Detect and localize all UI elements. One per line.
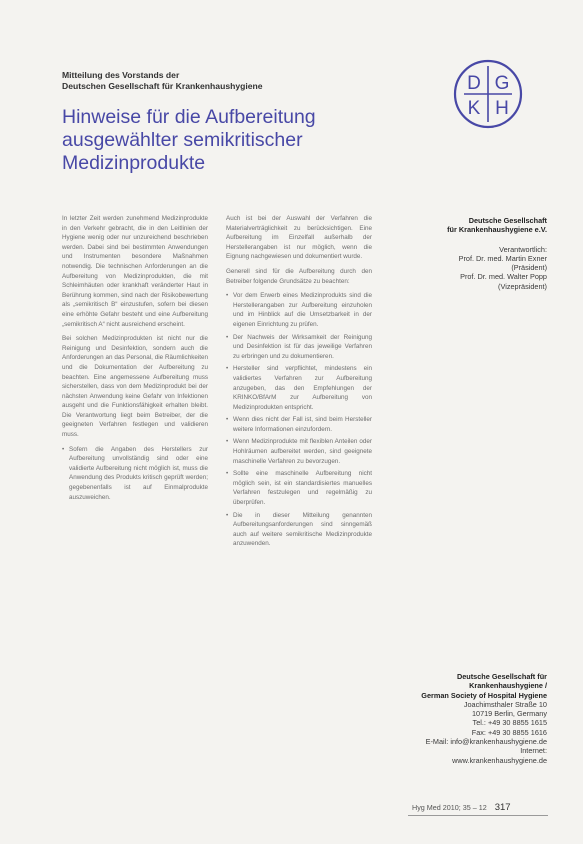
- page-number: 317: [494, 802, 511, 813]
- body-paragraph: Generell sind für die Aufbereitung durch den Betreiber folgende Grundsätze zu beachten:: [226, 267, 372, 285]
- logo-letter-k: K: [467, 98, 481, 119]
- logo-letter-h: H: [495, 98, 509, 119]
- bullet-item: • Die in dieser Mitteilung genannten Aufbereitungsanforderungen sind sinngemäß auch auf weitere semikritische Medizinprodukte anzuwenden.: [226, 511, 372, 549]
- body-paragraph: Bei solchen Medizinprodukten ist nicht nur die Reinigung und Desinfektion, sondern auch die Anforderungen an das Personal, die Räumlichkeiten und die Dokumentation der Aufbereitung zu beachten. Eine angemessene Aufbereitung muss sicherstellen, dass von dem Medizinprodukt bei der nächsten Anwendung keine Gefahr von Infektionen ausgeht und die Funktionsfähigkeit erhalten bleibt. Die Verantwortung liegt beim Betreiber, der die geeigneten Verfahren festlegen und validieren muss.: [62, 335, 208, 439]
- footer-rule: [408, 815, 548, 816]
- bullet-item: • Der Nachweis der Wirksamkeit der Reinigung und Desinfektion ist für das jeweilige Verfahren zu erbringen und zu dokumentieren.: [226, 333, 372, 362]
- body-paragraph: In letzter Zeit werden zunehmend Medizinprodukte in den Verkehr gebracht, die in den Leitlinien der Hygiene wenig oder nur unzureichend beschrieben werden. Dabei sind bei bestimmten Anwendungen und Instrumenten besondere Maßnahmen notwendig. Die technischen Anforderungen an die Aufbereitung von Medizinprodukten, die mit Schleimhäuten oder krankhaft veränderter Haut in Berührung kommen, sind nach der Risikobewertung als „semikritisch B“ einzustufen, sofern bei diesen eine erhöhte Gefahr besteht und eine Aufbereitung „semikritisch A“ nicht ausreichend erscheint.: [62, 215, 208, 328]
- society-info: [395, 216, 547, 291]
- bullet-item: • Wenn Medizinprodukte mit flexiblen Anteilen oder Hohlräumen aufbereitet werden, sind geeignete maschinelle Verfahren zu bevorzugen.: [226, 437, 372, 466]
- society-name: für Krankenhaushygiene e.V.: [447, 225, 547, 235]
- contact-email[interactable]: E-Mail: info@krankenhaushygiene.de: [425, 737, 547, 747]
- contact-org: Deutsche Gesellschaft für: [456, 672, 547, 681]
- person-role: (Vizepräsident): [498, 281, 547, 291]
- contact-fax: Fax: +49 30 8855 1616: [471, 727, 547, 737]
- bullet-item: • Vor dem Erwerb eines Medizinprodukts sind die Herstellerangaben zur Aufbereitung einzuholen und im Hinblick auf die Umsetzbarkeit in der eigenen Einrichtung zu prüfen.: [226, 291, 372, 329]
- dgkh-logo: [452, 58, 524, 130]
- contact-org: German Society of Hospital Hygiene: [421, 690, 547, 700]
- society-name: Deutsche Gesellschaft: [468, 216, 547, 225]
- logo-letter-d: D: [467, 73, 481, 94]
- bullet-list: [226, 291, 372, 549]
- logo-letter-g: G: [494, 73, 510, 94]
- contact-tel: Tel.: +49 30 8855 1615: [472, 718, 547, 728]
- body-column-left: [62, 214, 208, 800]
- title-line: Medizinprodukte: [62, 152, 206, 174]
- responsible-label: Verantwortlich:: [499, 244, 547, 254]
- body-paragraph: Auch ist bei der Auswahl der Verfahren die Materialverträglichkeit zu berücksichtigen. Eine Aufbereitung im Einzelfall außerhalb der Herstellerangaben ist nur möglich, wenn die Eignung nachgewiesen und dokumentiert wurde.: [226, 215, 372, 261]
- journal-citation: Hyg Med 2010; 35 – 12: [412, 803, 487, 812]
- article-title: [62, 106, 402, 175]
- person-name: Prof. Dr. med. Walter Popp: [460, 272, 547, 282]
- bullet-item: • Hersteller sind verpflichtet, mindestens ein validiertes Verfahren zur Aufbereitung anzugeben, das den Empfehlungen der KRINKO/BfArM zur Aufbereitung von Medizinprodukten entspricht.: [226, 364, 372, 412]
- kicker-line: Deutschen Gesellschaft für Krankenhaushygiene: [62, 81, 263, 91]
- contact-url[interactable]: www.krankenhaushygiene.de: [452, 755, 547, 765]
- person-role: (Präsident): [511, 263, 547, 273]
- bullet-item: • Wenn dies nicht der Fall ist, sind beim Hersteller weitere Informationen einzufordern.: [226, 415, 372, 434]
- bullet-item: • Sofern die Angaben des Herstellers zur Aufbereitung unvollständig sind oder eine validierte Aufbereitung nicht möglich ist, muss die Anwendung des Produkts kritisch geprüft werden; gegebenenfalls ist auf Einmalprodukte auszuweichen.: [62, 445, 208, 503]
- article-kicker: [62, 70, 392, 92]
- page-footer: [412, 802, 547, 813]
- contact-street: Joachimsthaler Straße 10: [463, 699, 547, 709]
- body-column-middle: [226, 214, 372, 800]
- person-name: Prof. Dr. med. Martin Exner: [458, 253, 547, 263]
- title-line: ausgewählter semikritischer: [62, 129, 303, 151]
- contact-internet-label: Internet:: [520, 746, 547, 756]
- title-line: Hinweise für die Aufbereitung: [62, 106, 316, 128]
- kicker-line: Mitteilung des Vorstands der: [62, 70, 180, 80]
- bullet-list: [62, 445, 208, 503]
- bullet-item: • Sollte eine maschinelle Aufbereitung nicht möglich sein, ist ein standardisiertes manuelles Verfahren festzulegen und regelmäßig zu überprüfen.: [226, 469, 372, 507]
- contact-city: 10719 Berlin, Germany: [471, 709, 547, 719]
- contact-info: [395, 672, 547, 765]
- contact-org: Krankenhaushygiene /: [469, 681, 547, 691]
